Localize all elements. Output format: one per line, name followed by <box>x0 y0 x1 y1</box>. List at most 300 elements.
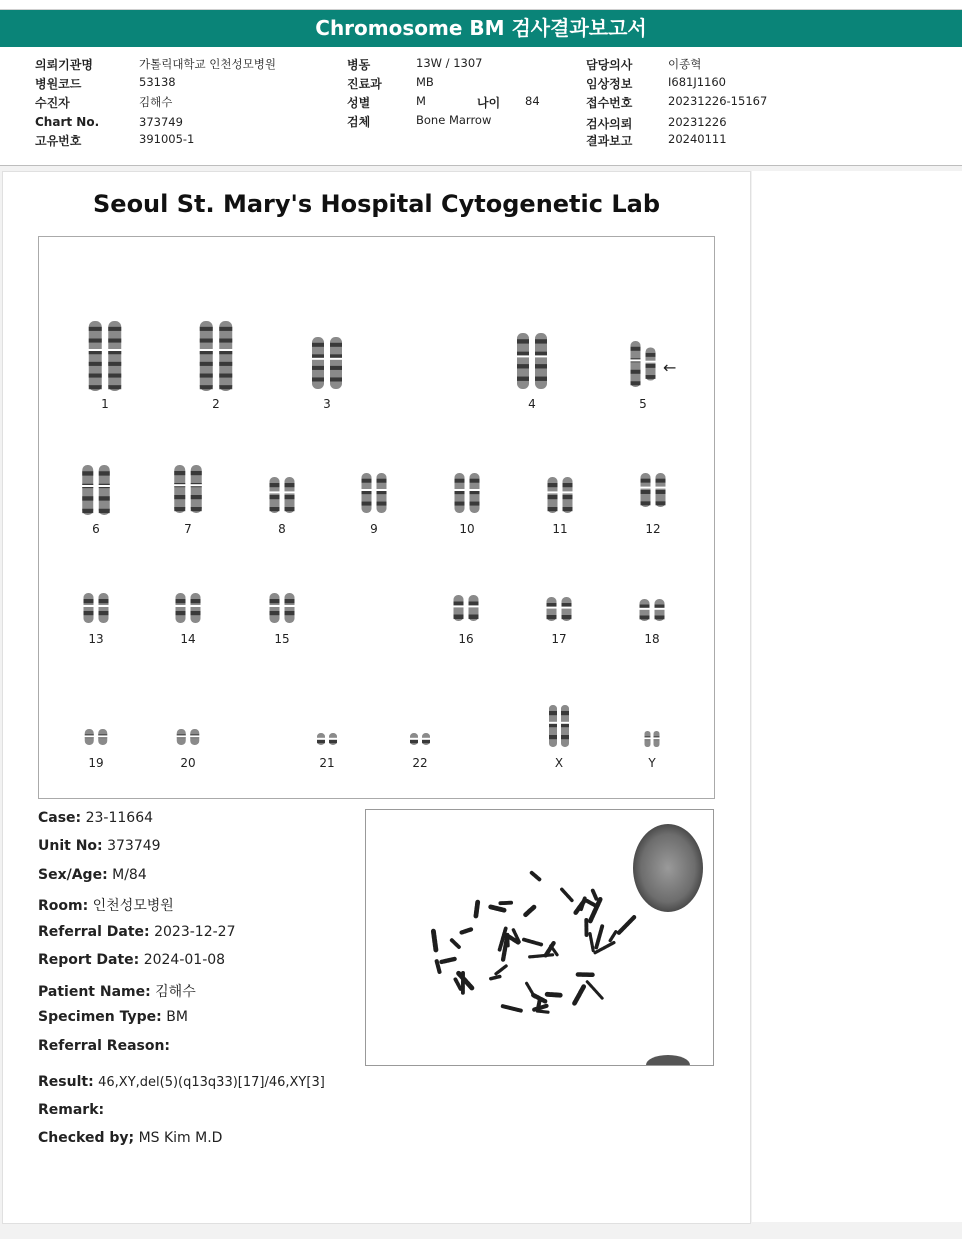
chromosome-band <box>563 483 573 487</box>
chromosome-band <box>108 362 121 366</box>
chromosome-band <box>285 507 295 511</box>
chromosome-label-18: 18 <box>644 632 660 646</box>
centromere <box>639 608 650 610</box>
chromosome-band <box>535 339 547 343</box>
metaphase-chromosome <box>619 917 634 933</box>
chromosome-band <box>517 339 529 343</box>
chromosome-band <box>455 502 465 506</box>
chromosome-band <box>547 603 557 607</box>
chromosome-pair-14 <box>175 593 201 623</box>
centromere <box>284 491 295 493</box>
chromosome-band <box>469 615 479 620</box>
chromosome-band <box>549 735 557 739</box>
chromosome-band <box>312 366 324 370</box>
chromosome-pair-6 <box>82 465 111 515</box>
centromere <box>175 605 186 607</box>
chromosome <box>191 593 201 623</box>
chromosome-band <box>563 507 573 511</box>
chromosome-label-13: 13 <box>88 632 104 646</box>
metaphase-chromosome <box>532 873 540 880</box>
value-age: 84 <box>525 94 540 108</box>
metaphase-chromosome <box>590 934 593 951</box>
field-specimen-type: Specimen Type: BM <box>38 1009 188 1025</box>
chromosome-label-15: 15 <box>274 632 290 646</box>
chromosome-band <box>517 364 529 368</box>
centromere <box>190 484 202 486</box>
chromosome-pair-22 <box>410 733 431 745</box>
centromere <box>376 489 387 491</box>
chromosome-spread <box>433 873 634 1012</box>
chromosome-band <box>219 327 232 331</box>
metaphase-chromosome <box>476 902 478 916</box>
chromosome-label-1: 1 <box>101 397 109 411</box>
chromosome-band <box>562 615 572 619</box>
centromere <box>547 491 558 493</box>
chromosome-label-12: 12 <box>645 522 661 536</box>
chromosome-band <box>362 479 372 483</box>
chromosome-band <box>270 611 280 615</box>
value-chart-no: 373749 <box>139 115 183 129</box>
chromosome <box>84 593 94 623</box>
chromosome-band <box>285 483 295 487</box>
chromosome-label-3: 3 <box>323 397 331 411</box>
chromosome-band <box>646 353 656 357</box>
chromosome-band <box>219 374 232 378</box>
metaphase-image <box>365 809 714 1066</box>
chromosome-band <box>656 479 666 483</box>
chromosome-label-6: 6 <box>92 522 100 536</box>
chromosome-band <box>535 377 547 381</box>
chromosome-band <box>99 496 110 500</box>
centromere <box>82 485 94 487</box>
chromosome-label-11: 11 <box>552 522 568 536</box>
chromosome-band <box>646 364 656 368</box>
chromosome-band <box>646 375 656 379</box>
centromere <box>630 359 641 361</box>
header-info-table <box>0 47 962 166</box>
metaphase-chromosome <box>596 926 602 947</box>
chromosome-band <box>200 374 213 378</box>
chromosome-pair-20 <box>176 729 200 745</box>
field-checked-by: Checked by; MS Kim M.D <box>38 1130 223 1146</box>
label-department: 진료과 <box>347 77 382 91</box>
label-clinical-info: 임상정보 <box>586 77 633 91</box>
chromosome-label-17: 17 <box>551 632 567 646</box>
chromosome-pair-3 <box>312 337 343 389</box>
chromosome-band <box>640 605 650 609</box>
centromere <box>453 605 464 607</box>
centromere <box>517 355 530 357</box>
centromere <box>174 484 186 486</box>
centromere <box>98 605 109 607</box>
value-department: MB <box>416 75 434 89</box>
chromosome-label-9: 9 <box>370 522 378 536</box>
centromere <box>561 607 572 609</box>
chromosome <box>270 593 280 623</box>
chromosome-band <box>174 507 185 511</box>
centromere <box>422 738 431 740</box>
field-case: Case: 23-11664 <box>38 810 154 826</box>
chromosome <box>285 593 295 623</box>
chromosome-band <box>176 611 186 615</box>
centromere <box>562 491 573 493</box>
chromosome-label-4: 4 <box>528 397 536 411</box>
chromosome-band <box>641 501 651 505</box>
chromosome <box>99 593 109 623</box>
centromere <box>655 487 666 489</box>
chromosome-pair-13 <box>83 593 109 623</box>
chromosome-band <box>535 352 547 356</box>
chromosome-band <box>561 735 569 739</box>
chromosome-band <box>549 711 557 715</box>
chromosome-band <box>89 385 102 389</box>
metaphase-chromosome <box>437 961 440 972</box>
chromosome-band <box>656 490 666 494</box>
centromere <box>654 608 665 610</box>
chromosome-band <box>108 385 121 389</box>
metaphase-chromosome <box>433 931 436 950</box>
chromosome-label-8: 8 <box>278 522 286 536</box>
metaphase-chromosome <box>491 977 500 979</box>
chromosome-pair-21 <box>317 733 338 745</box>
value-specimen: Bone Marrow <box>416 113 492 127</box>
chromosome-band <box>176 599 186 603</box>
chromosome-band <box>312 343 324 347</box>
chromosome-band <box>89 327 102 331</box>
chromosome-band <box>108 339 121 343</box>
chromosome-band <box>631 347 641 351</box>
karyogram-panel <box>38 236 715 799</box>
field-sex-age: Sex/Age: M/84 <box>38 867 147 883</box>
label-unique-id: 고유번호 <box>35 134 82 148</box>
chromosome-band <box>535 364 547 368</box>
chromosome-band <box>99 509 110 513</box>
chromosome-band <box>641 490 651 494</box>
centromere <box>269 605 280 607</box>
chromosome-band <box>84 611 94 615</box>
field-result: Result: 46,XY,del(5)(q13q33)[17]/46,XY[3] <box>38 1074 325 1090</box>
metaphase-chromosome <box>503 1006 521 1010</box>
chromosome-band <box>191 471 202 475</box>
metaphase-chromosome <box>527 983 535 997</box>
chromosome-band <box>191 611 201 615</box>
chromosome-pair-9 <box>361 473 387 513</box>
chromosome-band <box>470 502 480 506</box>
field-remark: Remark: <box>38 1102 105 1118</box>
chromosome-band <box>330 354 342 358</box>
chromosome-band <box>454 602 464 607</box>
chromosome-band <box>548 507 558 511</box>
chromosome-pair-7 <box>174 465 203 513</box>
metaphase-chromosome <box>462 929 471 932</box>
chromosome-band <box>631 381 641 385</box>
chromosome-band <box>377 502 387 506</box>
centromere <box>317 738 326 740</box>
chromosome-band <box>200 339 213 343</box>
chromosome-band <box>640 616 650 620</box>
centromere <box>284 605 295 607</box>
chromosome-band <box>631 370 641 374</box>
chromosome-label-Y: Y <box>648 756 656 770</box>
chromosome-pair-8 <box>269 477 295 513</box>
chromosome-band <box>285 611 295 615</box>
chromosome <box>176 593 186 623</box>
chromosome-band <box>656 501 666 505</box>
chromosome-band <box>108 374 121 378</box>
centromere <box>329 738 338 740</box>
centromere <box>469 489 480 491</box>
chromosome-band <box>455 479 465 483</box>
value-requesting-institution: 가톨릭대학교 인천성모병원 <box>139 57 276 71</box>
label-attending-physician: 담당의사 <box>586 58 633 72</box>
chromosome-label-5: 5 <box>639 397 647 411</box>
chromosome-band <box>547 615 557 619</box>
chromosome <box>200 321 213 391</box>
chromosome-pair-17 <box>546 597 572 621</box>
chromosome-band <box>99 611 109 615</box>
field-referral-reason: Referral Reason: <box>38 1038 171 1054</box>
label-requesting-institution: 의뢰기관명 <box>35 58 93 72</box>
interphase-nucleus <box>633 824 703 912</box>
chromosome-band <box>270 483 280 487</box>
metaphase-chromosome <box>610 932 616 941</box>
metaphase-chromosome <box>534 1006 546 1010</box>
chromosome-pair-1 <box>88 321 122 391</box>
chromosome-band <box>174 495 185 499</box>
chromosome-band <box>330 377 342 381</box>
chromosome-band <box>191 599 201 603</box>
chromosome-band <box>330 366 342 370</box>
centromere <box>199 349 213 351</box>
chromosome-band <box>174 471 185 475</box>
chromosome <box>108 321 121 391</box>
chromosome-band <box>362 502 372 506</box>
label-test-request: 검사의뢰 <box>586 117 633 131</box>
chromosome-pair-19 <box>84 729 108 745</box>
centromere <box>549 722 558 724</box>
chromosome-band <box>191 495 202 499</box>
metaphase-chromosome <box>593 891 597 899</box>
chromosome-label-20: 20 <box>180 756 196 770</box>
chromosome-band <box>200 327 213 331</box>
metaphase-chromosome <box>442 959 455 962</box>
karyogram-graphic <box>39 237 714 798</box>
metaphase-chromosome <box>537 1011 548 1012</box>
metaphase-chromosome <box>587 982 602 999</box>
centromere <box>98 735 108 737</box>
centromere <box>454 489 465 491</box>
centromere <box>330 358 343 360</box>
centromere <box>640 487 651 489</box>
abnormality-arrow-icon: ← <box>663 358 677 377</box>
metaphase-chromosome <box>547 994 560 995</box>
chromosome-band <box>285 495 295 499</box>
label-patient: 수진자 <box>35 96 70 110</box>
chromosome-band <box>84 599 94 603</box>
chromosome-band <box>82 496 93 500</box>
field-report-date: Report Date: 2024-01-08 <box>38 952 226 968</box>
chromosome-band <box>655 616 665 620</box>
chromosome-label-21: 21 <box>319 756 335 770</box>
centromere <box>361 489 372 491</box>
chromosome-band <box>312 354 324 358</box>
field-unit-no: Unit No: 373749 <box>38 838 161 854</box>
centromere <box>269 491 280 493</box>
metaphase-chromosome <box>500 903 511 904</box>
metaphase-chromosome <box>524 940 541 945</box>
centromere <box>644 737 651 739</box>
chromosome-band <box>108 327 121 331</box>
label-ward: 병동 <box>347 58 371 72</box>
chromosome-band <box>219 385 232 389</box>
chromosome-band <box>312 377 324 381</box>
chromosome-band <box>561 711 569 715</box>
value-patient: 김해수 <box>139 95 173 109</box>
chromosome-pair-16 <box>453 595 479 621</box>
chromosome-label-22: 22 <box>412 756 428 770</box>
centromere <box>312 358 325 360</box>
metaphase-chromosome <box>525 907 534 915</box>
chromosome-band <box>517 377 529 381</box>
top-strip <box>0 0 962 10</box>
chromosome-label-7: 7 <box>184 522 192 536</box>
centromere <box>468 605 479 607</box>
chromosome-band <box>270 599 280 603</box>
chromosome-pair-10 <box>454 473 480 513</box>
value-unique-id: 391005-1 <box>139 132 195 146</box>
chromosome-band <box>548 483 558 487</box>
chromosome-band <box>330 343 342 347</box>
chromosome-pair-11 <box>547 477 573 513</box>
chromosome-pair-18 <box>639 599 665 621</box>
chromosome-band <box>270 495 280 499</box>
chromosome-band <box>270 507 280 511</box>
centromere <box>98 485 110 487</box>
value-attending-physician: 이종혁 <box>668 57 702 71</box>
chromosome-band <box>641 479 651 483</box>
metaphase-chromosome <box>575 987 584 1004</box>
metaphase-chromosome <box>496 966 506 974</box>
chromosome-label-10: 10 <box>459 522 475 536</box>
chromosome-band <box>82 509 93 513</box>
chromosome-label-14: 14 <box>180 632 196 646</box>
chromosome-band <box>89 339 102 343</box>
chromosome-band <box>200 385 213 389</box>
metaphase-chromosome <box>562 889 572 900</box>
label-chart-no: Chart No. <box>35 115 100 129</box>
centromere <box>83 605 94 607</box>
label-specimen: 검체 <box>347 115 371 129</box>
chromosome-band <box>99 471 110 475</box>
chromosome-band <box>655 605 665 609</box>
chromosome-band <box>377 479 387 483</box>
value-sex: M <box>416 94 426 108</box>
chromosome-band <box>219 339 232 343</box>
metaphase-chromosome <box>452 940 459 947</box>
centromere <box>190 735 200 737</box>
metaphase-chromosome <box>530 955 553 957</box>
chromosome-pair-2 <box>199 321 233 391</box>
chromosome <box>219 321 232 391</box>
chromosome-band <box>285 599 295 603</box>
report-banner <box>0 10 962 47</box>
metaphase-chromosome <box>587 901 595 906</box>
label-accession-no: 접수번호 <box>586 96 633 110</box>
chromosome-pair-X <box>549 705 570 747</box>
chromosome-band <box>82 471 93 475</box>
metaphase-chromosome <box>491 907 504 910</box>
centromere <box>176 735 186 737</box>
value-result-report: 20240111 <box>668 132 727 146</box>
metaphase-spread-graphic <box>366 810 713 1065</box>
chromosome-band <box>219 362 232 366</box>
value-test-request: 20231226 <box>668 115 727 129</box>
chromosome-band <box>470 479 480 483</box>
chromosome-band <box>89 374 102 378</box>
banner-title: Chromosome BM 검사결과보고서 <box>315 16 647 40</box>
label-hospital-code: 병원코드 <box>35 77 82 91</box>
chromosome-pair-15 <box>269 593 295 623</box>
label-sex: 성별 <box>347 96 371 110</box>
label-result-report: 결과보고 <box>586 134 633 148</box>
centromere <box>88 349 102 351</box>
field-referral-date: Referral Date: 2023-12-27 <box>38 924 236 940</box>
centromere <box>645 361 656 363</box>
chromosome-pair-5 <box>630 341 656 387</box>
partial-nucleus <box>646 1055 690 1065</box>
centromere <box>561 722 570 724</box>
chromosome-band <box>563 495 573 499</box>
value-hospital-code: 53138 <box>139 75 176 89</box>
centromere <box>84 735 94 737</box>
value-accession-no: 20231226-15167 <box>668 94 768 108</box>
chromosome-pair-4 <box>517 333 548 389</box>
chromosome-pair-12 <box>640 473 666 507</box>
chromosome-band <box>99 599 109 603</box>
centromere <box>653 737 660 739</box>
metaphase-chromosome <box>455 979 460 989</box>
centromere <box>546 607 557 609</box>
chromosome-label-16: 16 <box>458 632 474 646</box>
value-clinical-info: I681J1160 <box>668 75 726 89</box>
cytogenetic-report-page <box>2 171 751 1224</box>
chromosome-pair-Y <box>644 731 660 747</box>
centromere <box>535 355 548 357</box>
chromosome-band <box>548 495 558 499</box>
chromosome-band <box>517 352 529 356</box>
centromere <box>219 349 233 351</box>
chromosome-label-X: X <box>554 756 564 770</box>
chromosome-band <box>191 507 202 511</box>
field-patient-name: Patient Name: 김해수 <box>38 984 196 1000</box>
value-ward: 13W / 1307 <box>416 56 483 70</box>
chromosome <box>89 321 102 391</box>
chromosome-label-19: 19 <box>88 756 104 770</box>
right-margin <box>752 171 962 1222</box>
chromosome-label-2: 2 <box>212 397 220 411</box>
field-room: Room: 인천성모병원 <box>38 898 174 914</box>
centromere <box>108 349 122 351</box>
chromosome-band <box>200 362 213 366</box>
chromosome-band <box>562 603 572 607</box>
chromosome-band <box>469 602 479 607</box>
chromosome-band <box>454 615 464 620</box>
lab-title: Seoul St. Mary's Hospital Cytogenetic Lab <box>93 190 660 218</box>
chromosome-band <box>89 362 102 366</box>
centromere <box>410 738 419 740</box>
label-age: 나이 <box>477 96 501 110</box>
centromere <box>190 605 201 607</box>
